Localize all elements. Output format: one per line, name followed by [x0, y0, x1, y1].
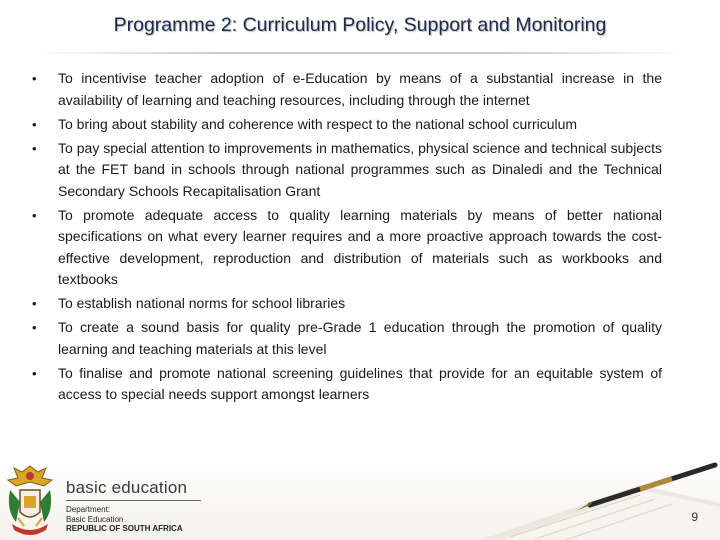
bullet-text: To bring about stability and coherence with respect to the national school curriculum: [58, 115, 578, 132]
list-item: [28, 114, 662, 136]
list-item: [28, 363, 662, 406]
brand-divider: [66, 500, 201, 501]
bullet-icon: •: [32, 296, 37, 311]
department-logo-text: [66, 478, 201, 534]
coat-of-arms-icon: [2, 462, 58, 538]
slide-title: Programme 2: Curriculum Policy, Support and Monitoring: [113, 14, 607, 36]
bullet-text: To finalise and promote national screening guidelines that provide for an equitable system of access to special needs support amongst learners: [58, 364, 662, 402]
bullet-icon: •: [32, 320, 37, 335]
pen-and-paper-image: [440, 455, 720, 540]
brand-line-department: Department:: [66, 505, 111, 514]
page-number: 9: [691, 510, 698, 524]
bullet-text: To establish national norms for school libraries: [58, 295, 346, 311]
bullet-text: To promote adequate access to quality learning materials by means of better national specifications on what every learner requires and a more proactive approach towards the cost-effective development, reproduction and distribution of materials such as workbooks and textbooks: [58, 206, 662, 287]
brand-line-basic-education: Basic Education: [66, 514, 124, 524]
bullet-icon: •: [32, 207, 37, 223]
list-item: [28, 317, 662, 360]
bullet-text: To create a sound basis for quality pre-Grade 1 education through the promotion of quality learning and teaching materials at this level: [58, 319, 662, 357]
list-item: [28, 205, 662, 291]
list-item: [28, 138, 662, 203]
brand-line-republic: REPUBLIC OF SOUTH AFRICA: [66, 524, 183, 533]
bullet-icon: •: [32, 116, 37, 132]
list-item: [28, 68, 662, 111]
bullet-icon: •: [32, 365, 37, 381]
bullet-list: [28, 68, 662, 408]
bullet-icon: •: [32, 140, 37, 156]
bullet-text: To incentivise teacher adoption of e-Education by means of a substantial increase in the availability of learning and teaching resources, including through the internet: [58, 70, 662, 108]
bullet-icon: •: [32, 71, 37, 86]
bullet-text: To pay special attention to improvements in mathematics, physical science and technical subjects at the FET band in schools through national programmes such as Dinaledi and the Technical Secondary Schools Recapitalisation Grant: [58, 139, 662, 199]
brand-name: basic education: [66, 478, 188, 497]
list-item: [28, 293, 662, 315]
title-divider: [30, 52, 690, 54]
